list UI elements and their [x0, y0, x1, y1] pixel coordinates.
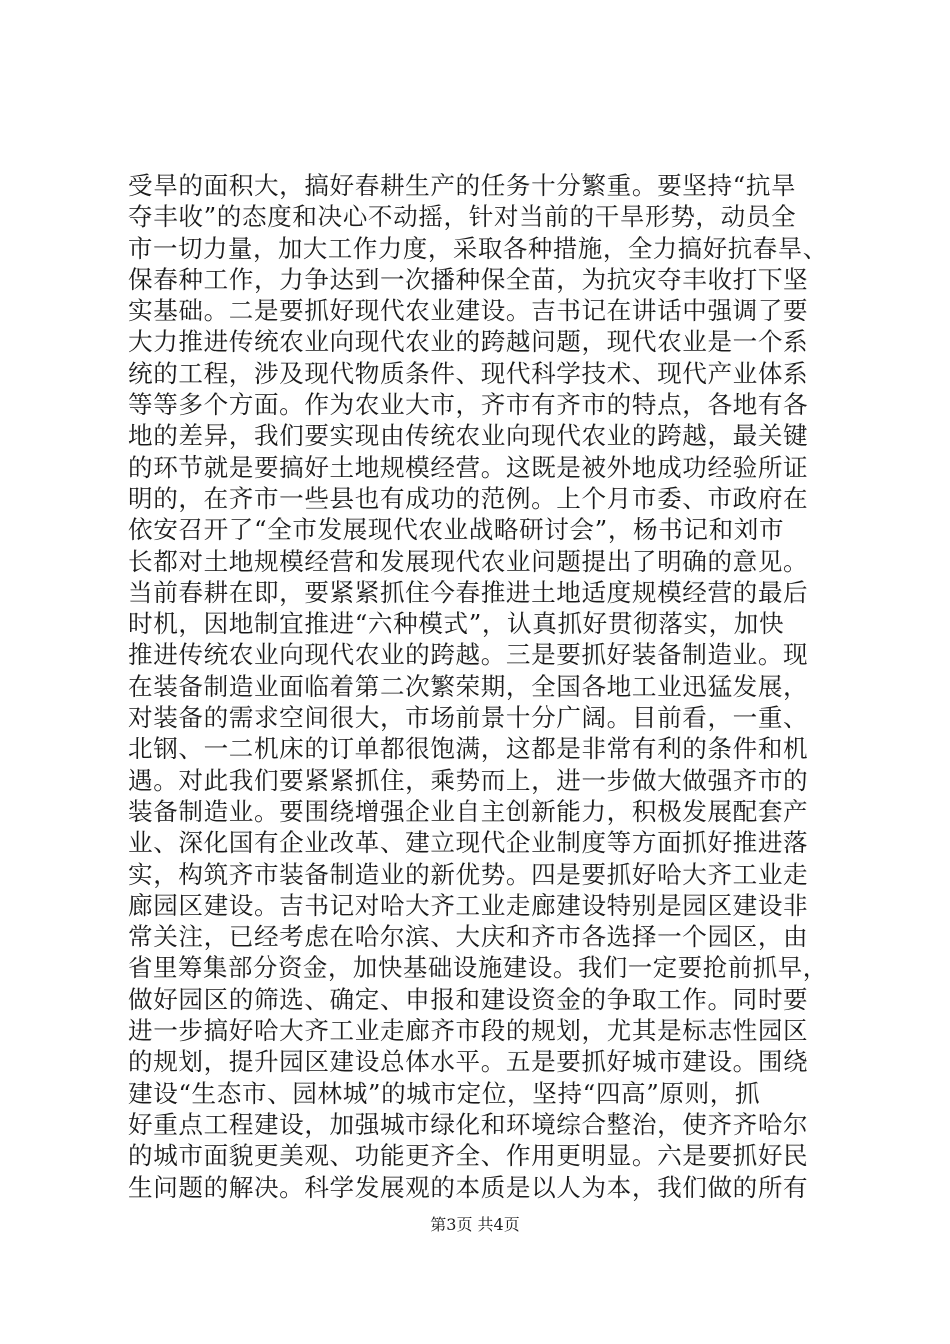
text-line: 时机，因地制宜推进“六种模式”，认真抓好贯彻落实，加快 [128, 609, 785, 639]
text-line: 常关注，已经考虑在哈尔滨、大庆和齐市各选择一个园区，由 [128, 922, 809, 952]
text-line: 省里筹集部分资金，加快基础设施建设。我们一定要抢前抓早， [128, 953, 828, 983]
text-line: 推进传统农业向现代农业的跨越。三是要抓好装备制造业。现 [128, 640, 809, 670]
text-line: 大力推进传统农业向现代农业的跨越问题，现代农业是一个系 [128, 327, 809, 357]
text-line: 装备制造业。要围绕增强企业自主创新能力，积极发展配套产 [128, 796, 809, 826]
text-line: 市一切力量，加大工作力度，采取各种措施，全力搞好抗春旱、 [128, 233, 828, 263]
text-line: 地的差异，我们要实现由传统农业向现代农业的跨越，最关键 [128, 421, 809, 451]
text-line: 的环节就是要搞好土地规模经营。这既是被外地成功经验所证 [128, 452, 809, 482]
text-line: 依安召开了“全市发展现代农业战略研讨会”，杨书记和刘市 [128, 515, 785, 545]
text-line: 业、深化国有企业改革、建立现代企业制度等方面抓好推进落 [128, 828, 809, 858]
text-line: 夺丰收”的态度和决心不动摇，针对当前的干旱形势，动员全 [128, 202, 797, 232]
text-line: 进一步搞好哈大齐工业走廊齐市段的规划，尤其是标志性园区 [128, 1016, 809, 1046]
text-line: 建设“生态市、园林城”的城市定位，坚持“四高”原则，抓 [128, 1078, 761, 1108]
text-line: 做好园区的筛选、确定、申报和建设资金的争取工作。同时要 [128, 984, 809, 1014]
text-line: 实，构筑齐市装备制造业的新优势。四是要抓好哈大齐工业走 [128, 859, 809, 889]
text-line: 保春种工作，力争达到一次播种保全苗，为抗灾夺丰收打下坚 [128, 264, 809, 294]
text-line: 的规划，提升园区建设总体水平。五是要抓好城市建设。围绕 [128, 1047, 809, 1077]
text-line: 的城市面貌更美观、功能更齐全、作用更明显。六是要抓好民 [128, 1141, 809, 1171]
text-line: 生问题的解决。科学发展观的本质是以人为本，我们做的所有 [128, 1172, 809, 1202]
text-line: 等等多个方面。作为农业大市，齐市有齐市的特点，各地有各 [128, 390, 809, 420]
text-line: 长都对土地规模经营和发展现代农业问题提出了明确的意见。 [128, 546, 809, 576]
text-line: 当前春耕在即，要紧紧抓住今春推进土地适度规模经营的最后 [128, 577, 809, 607]
text-line: 好重点工程建设，加强城市绿化和环境综合整治，使齐齐哈尔 [128, 1109, 809, 1139]
text-line: 统的工程，涉及现代物质条件、现代科学技术、现代产业体系 [128, 358, 809, 388]
page-footer: 第3页 共4页 [430, 1215, 520, 1234]
text-line: 遇。对此我们要紧紧抓住，乘势而上，进一步做大做强齐市的 [128, 765, 809, 795]
text-line: 受旱的面积大，搞好春耕生产的任务十分繁重。要坚持“抗旱 [128, 171, 797, 200]
text-line: 明的，在齐市一些县也有成功的范例。上个月市委、市政府在 [128, 483, 809, 513]
body-text [128, 170, 828, 1203]
text-line: 北钢、一二机床的订单都很饱满，这都是非常有利的条件和机 [128, 734, 809, 764]
text-line: 对装备的需求空间很大，市场前景十分广阔。目前看，一重、 [128, 703, 809, 733]
text-line: 在装备制造业面临着第二次繁荣期，全国各地工业迅猛发展， [128, 671, 809, 701]
text-line: 实基础。二是要抓好现代农业建设。吉书记在讲话中强调了要 [128, 296, 809, 326]
text-line: 廊园区建设。吉书记对哈大齐工业走廊建设特别是园区建设非 [128, 890, 809, 920]
